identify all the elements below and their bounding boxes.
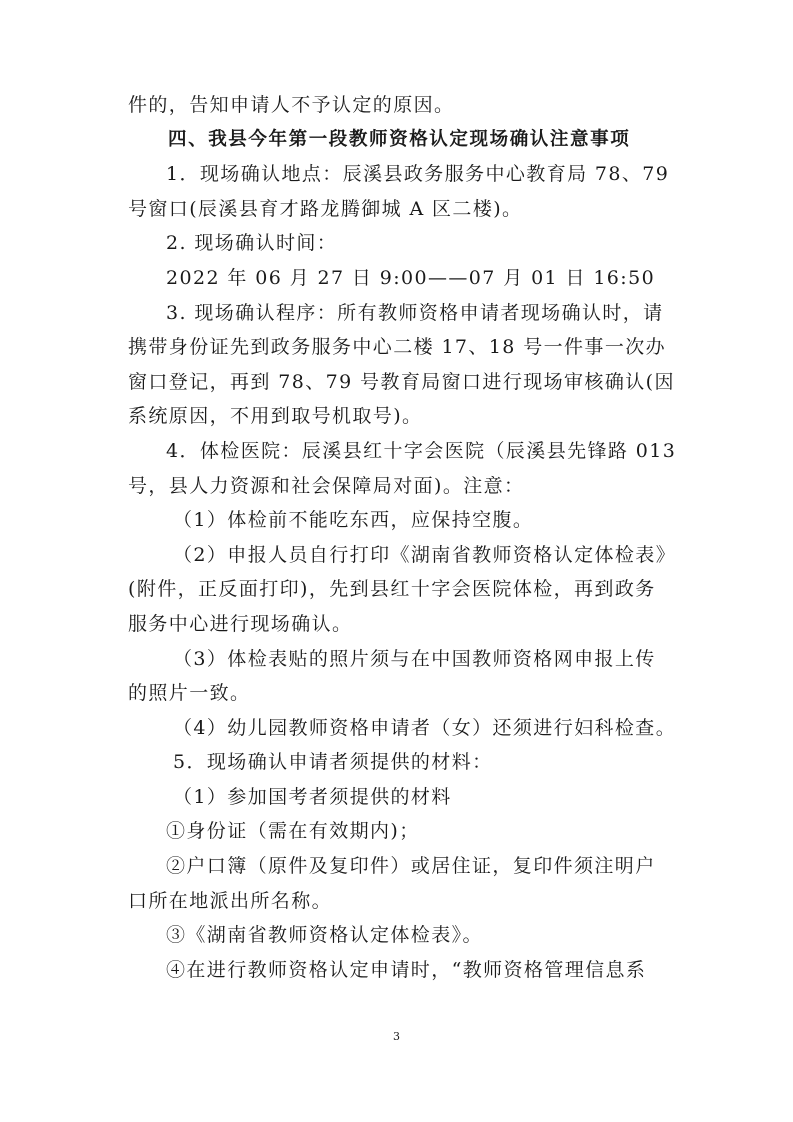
- body-text-line: 2. 现场确认时间：: [166, 232, 338, 255]
- section-heading: 四、我县今年第一段教师资格认定现场确认注意事项: [168, 128, 631, 150]
- body-text-line: ③《湖南省教师资格认定体检表》。: [166, 924, 483, 947]
- body-text-line: （1）参加国考者须提供的材料: [173, 785, 452, 808]
- body-text-line: （3）体检表贴的照片须与在中国教师资格网申报上传: [173, 647, 656, 670]
- body-text-line: 4．体检医院：辰溪县红十字会医院（辰溪县先锋路 013: [166, 439, 677, 462]
- body-text-line: 携带身份证先到政务服务中心二楼 17、18 号一件事一次办: [128, 336, 667, 359]
- body-text-line: 件的，告知申请人不予认定的原因。: [128, 94, 455, 116]
- body-text-line: ②户口簿（原件及复印件）或居住证，复印件须注明户: [166, 855, 656, 878]
- body-text-line: （1）体检前不能吃东西，应保持空腹。: [173, 509, 534, 532]
- body-text-line: 1．现场确认地点：辰溪县政务服务中心教育局 78、79: [166, 163, 670, 186]
- body-text-line: 3. 现场确认程序：所有教师资格申请者现场确认时，请: [166, 301, 664, 324]
- body-text-line: 窗口登记，再到 78、79 号教育局窗口进行现场审核确认(因: [128, 370, 675, 393]
- body-text-line: 口所在地派出所名称。: [128, 889, 333, 912]
- body-text-line: 2022 年 06 月 27 日 9:00——07 月 01 日 16:50: [166, 266, 656, 289]
- body-text-line: （4）幼儿园教师资格申请者（女）还须进行妇科检查。: [173, 716, 677, 739]
- body-text-line: 的照片一致。: [128, 682, 251, 705]
- body-text-line: ①身份证（需在有效期内)；: [166, 820, 420, 843]
- body-text-line: （2）申报人员自行打印《湖南省教师资格认定体检表》: [173, 543, 677, 566]
- page-number: 3: [393, 1030, 400, 1043]
- body-text-line: 服务中心进行现场确认。: [128, 612, 353, 635]
- body-text-line: 5．现场确认申请者须提供的材料：: [173, 751, 493, 774]
- body-text-line: 号，县人力资源和社会保障局对面)。注意：: [128, 474, 525, 497]
- body-text-line: (附件，正反面打印)，先到县红十字会医院体检，再到政务: [128, 578, 656, 601]
- body-text-line: 系统原因，不用到取号机取号)。: [128, 405, 423, 428]
- body-text-line: 号窗口(辰溪县育才路龙腾御城 A 区二楼)。: [128, 197, 523, 220]
- body-text-line: ④在进行教师资格认定申请时，“教师资格管理信息系: [166, 958, 647, 981]
